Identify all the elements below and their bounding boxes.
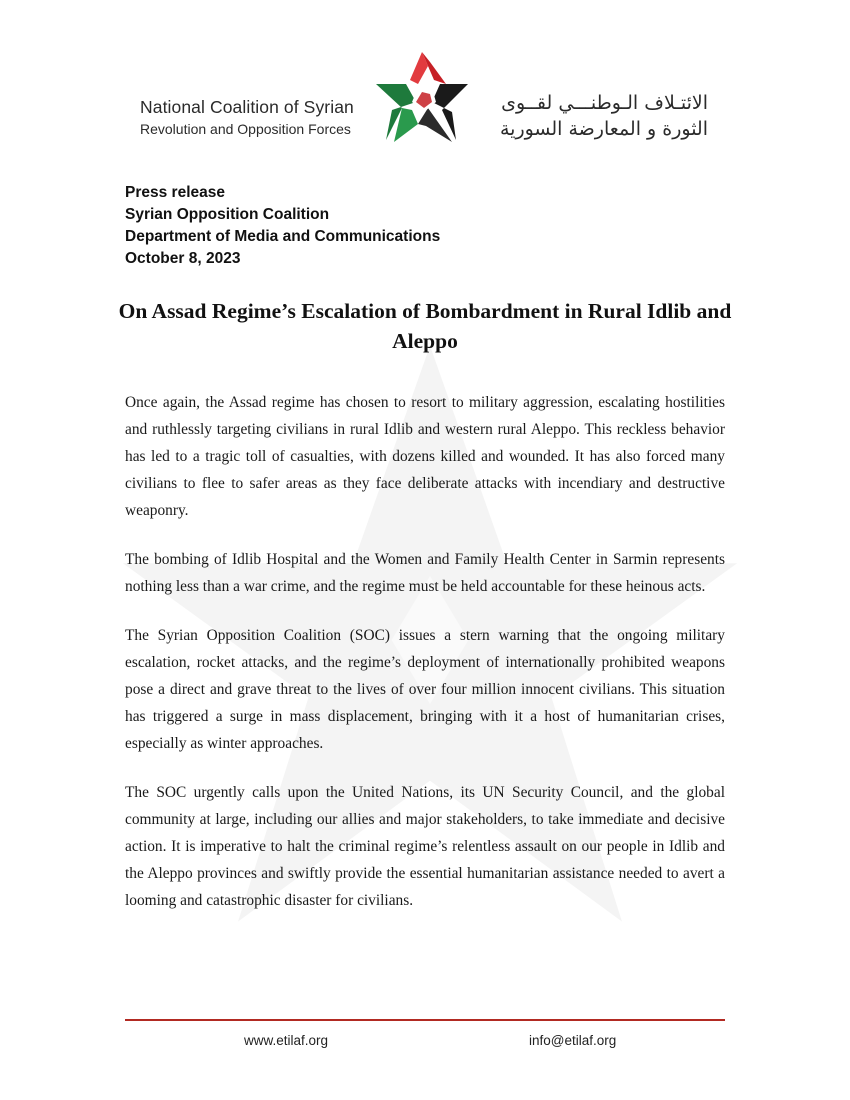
body-paragraph: Once again, the Assad regime has chosen to resort to military aggression, escalating hostilities and ruthlessly targeting civilians in rural Idlib and western rural Aleppo. This reckless behavior has led to a tragic toll of casualties, with dozens killed and wounded. It has also forced many civilians to flee to safer areas as they face deliberate attacks with incendiary and destructive weaponry.: [125, 394, 725, 519]
body-paragraph: The bombing of Idlib Hospital and the Women and Family Health Center in Sarmin represents nothing less than a war crime, and the regime must be held accountable for these heinous acts.: [125, 551, 725, 595]
organization-name: Syrian Opposition Coalition: [125, 206, 330, 223]
footer-divider: [125, 1019, 725, 1021]
org-name-en-line2: Revolution and Opposition Forces: [140, 121, 351, 137]
footer-email-link[interactable]: info@etilaf.org: [529, 1033, 617, 1048]
org-name-en-line1: National Coalition of Syrian: [140, 97, 354, 117]
press-release-meta: [125, 182, 440, 270]
org-name-arabic: [472, 90, 708, 142]
org-name-ar-line1: الائتـلاف الـوطنـــي لقــوى: [501, 92, 708, 114]
letterhead: [0, 50, 850, 150]
release-date: October 8, 2023: [125, 250, 241, 267]
department-name: Department of Media and Communications: [125, 228, 441, 245]
footer-website-link[interactable]: www.etilaf.org: [244, 1033, 329, 1048]
org-name-english: [140, 96, 354, 140]
document-type: Press release: [125, 184, 225, 201]
body-paragraph: The Syrian Opposition Coalition (SOC) issues a stern warning that the ongoing military escalation, rocket attacks, and the regime’s deployment of internationally prohibited weapons pose a direct and grave threat to the lives of over four million innocent civilians. This situation has triggered a surge in mass displacement, bringing with it a host of humanitarian crises, especially as winter approaches.: [125, 627, 725, 752]
body-paragraph: The SOC urgently calls upon the United Nations, its UN Security Council, and the global community at large, including our allies and major stakeholders, to take immediate and decisive action. It is imperative to halt the criminal regime’s relentless assault on our people in Idlib and the Aleppo provinces and swiftly provide the essential humanitarian assistance needed to avert a looming and catastrophic disaster for civilians.: [125, 784, 725, 909]
page-title: On Assad Regime’s Escalation of Bombardment in Rural Idlib and Aleppo: [118, 299, 732, 353]
org-name-ar-line2: الثورة و المعارضة السورية: [499, 118, 708, 140]
coalition-star-logo-icon: [372, 50, 472, 146]
press-release-body: [125, 389, 725, 936]
